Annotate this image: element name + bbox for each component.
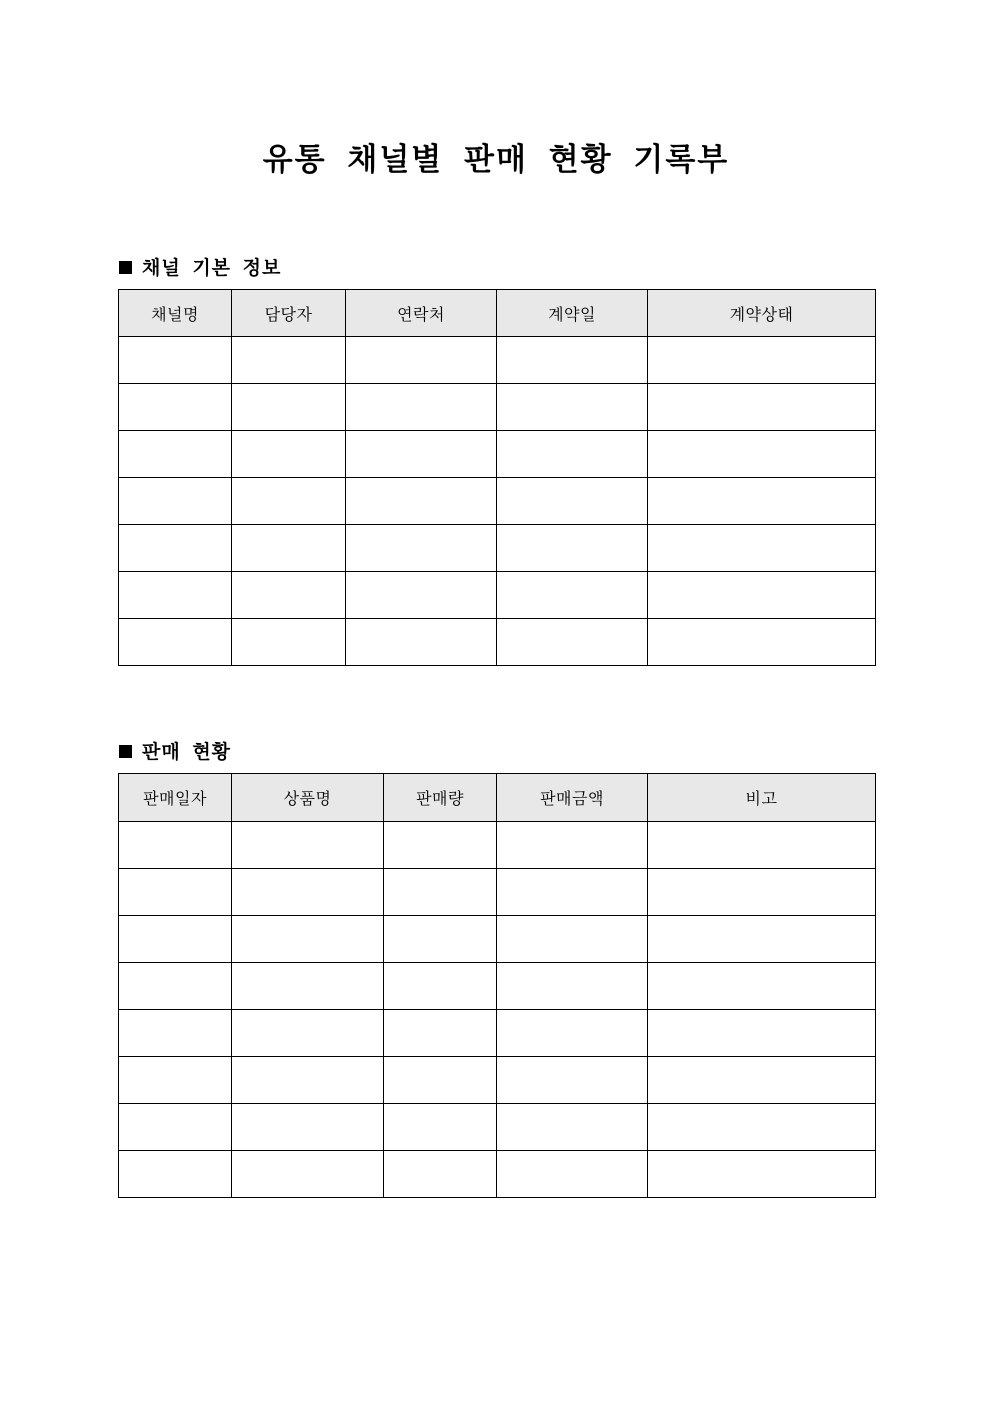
table-cell[interactable] bbox=[648, 822, 876, 869]
table-cell[interactable] bbox=[346, 478, 497, 525]
table-cell[interactable] bbox=[497, 916, 648, 963]
column-header-contract-date: 계약일 bbox=[497, 290, 648, 337]
table-row bbox=[119, 1151, 876, 1198]
table-cell[interactable] bbox=[497, 337, 648, 384]
table-cell[interactable] bbox=[648, 337, 876, 384]
table-row bbox=[119, 337, 876, 384]
table-cell[interactable] bbox=[119, 822, 232, 869]
table-cell[interactable] bbox=[232, 1151, 384, 1198]
table-row bbox=[119, 963, 876, 1010]
table-cell[interactable] bbox=[119, 963, 232, 1010]
table-cell[interactable] bbox=[648, 478, 876, 525]
table-cell[interactable] bbox=[497, 1057, 648, 1104]
table-cell[interactable] bbox=[232, 431, 346, 478]
table-row bbox=[119, 478, 876, 525]
table-cell[interactable] bbox=[232, 1104, 384, 1151]
table-cell[interactable] bbox=[119, 1151, 232, 1198]
column-header-remarks: 비고 bbox=[648, 774, 876, 822]
table-cell[interactable] bbox=[119, 431, 232, 478]
table-cell[interactable] bbox=[497, 869, 648, 916]
table-row bbox=[119, 1010, 876, 1057]
table-cell[interactable] bbox=[497, 1010, 648, 1057]
table-row bbox=[119, 1057, 876, 1104]
table-cell[interactable] bbox=[232, 384, 346, 431]
page-title: 유통 채널별 판매 현황 기록부 bbox=[262, 142, 730, 178]
channel-info-heading-label: 채널 기본 정보 bbox=[142, 257, 282, 279]
table-cell[interactable] bbox=[232, 963, 384, 1010]
table-cell[interactable] bbox=[346, 431, 497, 478]
table-cell[interactable] bbox=[346, 384, 497, 431]
table-cell[interactable] bbox=[648, 916, 876, 963]
table-cell[interactable] bbox=[648, 1151, 876, 1198]
column-header-amount: 판매금액 bbox=[497, 774, 648, 822]
table-cell[interactable] bbox=[119, 869, 232, 916]
table-cell[interactable] bbox=[232, 478, 346, 525]
column-header-manager: 담당자 bbox=[232, 290, 346, 337]
table-cell[interactable] bbox=[497, 1104, 648, 1151]
table-cell[interactable] bbox=[346, 572, 497, 619]
table-cell[interactable] bbox=[232, 337, 346, 384]
table-cell[interactable] bbox=[648, 572, 876, 619]
table-cell[interactable] bbox=[497, 431, 648, 478]
table-row bbox=[119, 822, 876, 869]
table-row bbox=[119, 572, 876, 619]
table-cell[interactable] bbox=[119, 916, 232, 963]
table-cell[interactable] bbox=[119, 619, 232, 666]
table-row bbox=[119, 1104, 876, 1151]
table-cell[interactable] bbox=[232, 525, 346, 572]
table-header-row bbox=[119, 290, 876, 337]
table-cell[interactable] bbox=[648, 1104, 876, 1151]
table-cell[interactable] bbox=[497, 478, 648, 525]
table-cell[interactable] bbox=[497, 619, 648, 666]
table-cell[interactable] bbox=[497, 572, 648, 619]
table-cell[interactable] bbox=[648, 525, 876, 572]
table-cell[interactable] bbox=[232, 916, 384, 963]
table-row bbox=[119, 916, 876, 963]
table-row bbox=[119, 869, 876, 916]
table-cell[interactable] bbox=[119, 384, 232, 431]
table-cell[interactable] bbox=[119, 1057, 232, 1104]
sales-status-heading bbox=[119, 737, 231, 764]
table-cell[interactable] bbox=[497, 822, 648, 869]
channel-info-table bbox=[118, 289, 876, 666]
sales-status-table bbox=[118, 773, 876, 1198]
table-cell[interactable] bbox=[497, 963, 648, 1010]
column-header-contract-status: 계약상태 bbox=[648, 290, 876, 337]
table-cell[interactable] bbox=[497, 525, 648, 572]
table-cell[interactable] bbox=[497, 1151, 648, 1198]
table-cell[interactable] bbox=[648, 431, 876, 478]
table-cell[interactable] bbox=[119, 337, 232, 384]
table-cell[interactable] bbox=[232, 822, 384, 869]
column-header-product-name: 상품명 bbox=[232, 774, 384, 822]
table-cell[interactable] bbox=[346, 525, 497, 572]
table-row bbox=[119, 431, 876, 478]
table-cell[interactable] bbox=[232, 619, 346, 666]
column-header-contact: 연락처 bbox=[346, 290, 497, 337]
table-row bbox=[119, 384, 876, 431]
table-cell[interactable] bbox=[497, 384, 648, 431]
table-cell[interactable] bbox=[119, 478, 232, 525]
table-cell[interactable] bbox=[648, 384, 876, 431]
table-cell[interactable] bbox=[346, 619, 497, 666]
table-cell[interactable] bbox=[119, 525, 232, 572]
table-cell[interactable] bbox=[119, 1010, 232, 1057]
table-cell[interactable] bbox=[384, 1104, 497, 1151]
table-cell[interactable] bbox=[346, 337, 497, 384]
table-cell[interactable] bbox=[648, 963, 876, 1010]
table-cell[interactable] bbox=[384, 1057, 497, 1104]
table-cell[interactable] bbox=[384, 916, 497, 963]
square-bullet-icon bbox=[119, 745, 132, 758]
table-cell[interactable] bbox=[232, 1057, 384, 1104]
table-cell[interactable] bbox=[648, 1057, 876, 1104]
table-cell[interactable] bbox=[648, 869, 876, 916]
table-cell[interactable] bbox=[384, 1151, 497, 1198]
table-cell[interactable] bbox=[232, 572, 346, 619]
table-cell[interactable] bbox=[119, 1104, 232, 1151]
square-bullet-icon bbox=[119, 261, 132, 274]
table-cell[interactable] bbox=[384, 1010, 497, 1057]
table-header-row bbox=[119, 774, 876, 822]
table-cell[interactable] bbox=[232, 869, 384, 916]
table-row bbox=[119, 525, 876, 572]
channel-info-heading bbox=[119, 253, 281, 280]
table-cell[interactable] bbox=[119, 572, 232, 619]
column-header-channel-name: 채널명 bbox=[119, 290, 232, 337]
table-cell[interactable] bbox=[384, 822, 497, 869]
table-cell[interactable] bbox=[648, 619, 876, 666]
table-cell[interactable] bbox=[384, 869, 497, 916]
table-cell[interactable] bbox=[384, 963, 497, 1010]
sales-status-heading-label: 판매 현황 bbox=[142, 741, 232, 763]
column-header-sale-date: 판매일자 bbox=[119, 774, 232, 822]
column-header-quantity: 판매량 bbox=[384, 774, 497, 822]
table-cell[interactable] bbox=[648, 1010, 876, 1057]
table-cell[interactable] bbox=[232, 1010, 384, 1057]
table-row bbox=[119, 619, 876, 666]
